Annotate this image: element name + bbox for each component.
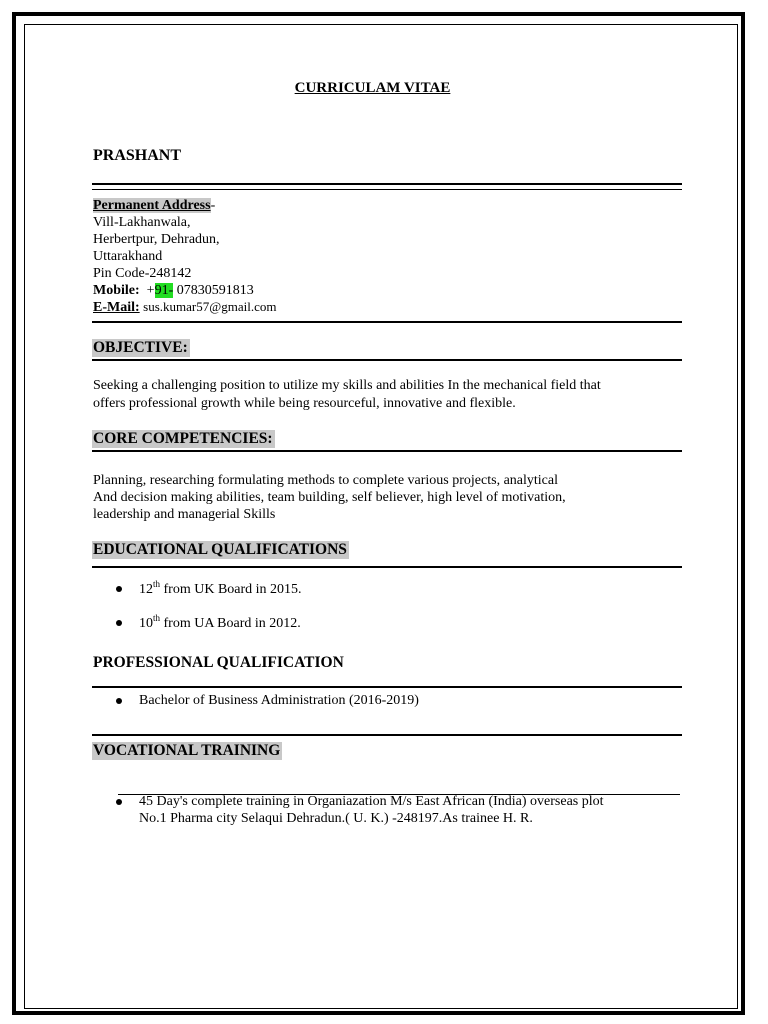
email-label: E-Mail: <box>93 300 140 315</box>
header-rule-bottom <box>92 189 682 190</box>
professional-item-1: Bachelor of Business Administration (2016-2019) <box>139 693 419 708</box>
vocational-line-1: 45 Day's complete training in Organiazation M/s East African (India) overseas plot <box>139 794 604 809</box>
mobile-prefix-highlight: 91- <box>154 283 174 298</box>
objective-heading-wrap <box>92 339 190 357</box>
address-label: Permanent Address <box>93 198 211 213</box>
education-item-2-sup: th <box>153 613 161 623</box>
address-heading <box>93 197 215 214</box>
bullet-dot <box>116 698 122 704</box>
competencies-line-3: leadership and managerial Skills <box>93 507 276 522</box>
objective-heading: OBJECTIVE: <box>93 339 188 356</box>
header-rule-top <box>92 183 682 185</box>
competencies-heading-wrap <box>92 430 275 448</box>
education-item-2-num: 10 <box>139 616 153 631</box>
divider-objective <box>92 359 682 361</box>
candidate-name: PRASHANT <box>93 147 182 164</box>
address-line-3: Uttarakhand <box>93 249 163 264</box>
vocational-heading: VOCATIONAL TRAINING <box>93 742 281 759</box>
address-line-2: Herbertpur, Dehradun, <box>93 232 220 247</box>
divider-education <box>92 566 682 568</box>
vocational-heading-wrap <box>92 742 282 760</box>
divider-professional <box>92 686 682 688</box>
divider-competencies <box>92 450 682 452</box>
bullet-dot <box>116 586 122 592</box>
competencies-heading: CORE COMPETENCIES: <box>93 430 273 447</box>
bullet-dot <box>116 799 122 805</box>
mobile-label: Mobile: <box>93 283 140 298</box>
address-line-4: Pin Code-248142 <box>93 266 192 281</box>
address-line-1: Vill-Lakhanwala, <box>93 215 191 230</box>
bullet-dot <box>116 620 122 626</box>
education-item-2 <box>139 615 301 632</box>
education-item-1 <box>139 581 302 598</box>
professional-heading-wrap <box>92 654 346 672</box>
competencies-line-2: And decision making abilities, team building, self believer, high level of motivation, <box>93 490 566 505</box>
objective-line-2: offers professional growth while being resourceful, innovative and flexible. <box>93 396 516 411</box>
education-item-1-text: from UK Board in 2015. <box>160 582 302 597</box>
education-heading: EDUCATIONAL QUALIFICATIONS <box>93 541 347 558</box>
document-title: CURRICULAM VITAE <box>294 80 451 96</box>
email-line <box>93 298 276 316</box>
address-label-suffix: - <box>210 198 216 213</box>
mobile-number: 07830591813 <box>176 283 254 298</box>
objective-line-1: Seeking a challenging position to utilize my skills and abilities In the mechanical field that <box>93 378 601 393</box>
email-address[interactable]: sus.kumar57@gmail.com <box>143 299 277 314</box>
professional-heading: PROFESSIONAL QUALIFICATION <box>93 654 344 671</box>
competencies-line-1: Planning, researching formulating methods to complete various projects, analytical <box>93 473 558 488</box>
divider-address <box>92 321 682 323</box>
vocational-line-2: No.1 Pharma city Selaqui Dehradun.( U. K.) -248197.As trainee H. R. <box>139 811 533 826</box>
education-item-2-text: from UA Board in 2012. <box>160 616 301 631</box>
education-heading-wrap <box>92 541 349 559</box>
mobile-line <box>93 282 254 299</box>
education-item-1-num: 12 <box>139 582 153 597</box>
mobile-plus: + <box>146 283 155 298</box>
education-item-1-sup: th <box>153 579 161 589</box>
divider-professional-bottom <box>92 734 682 736</box>
